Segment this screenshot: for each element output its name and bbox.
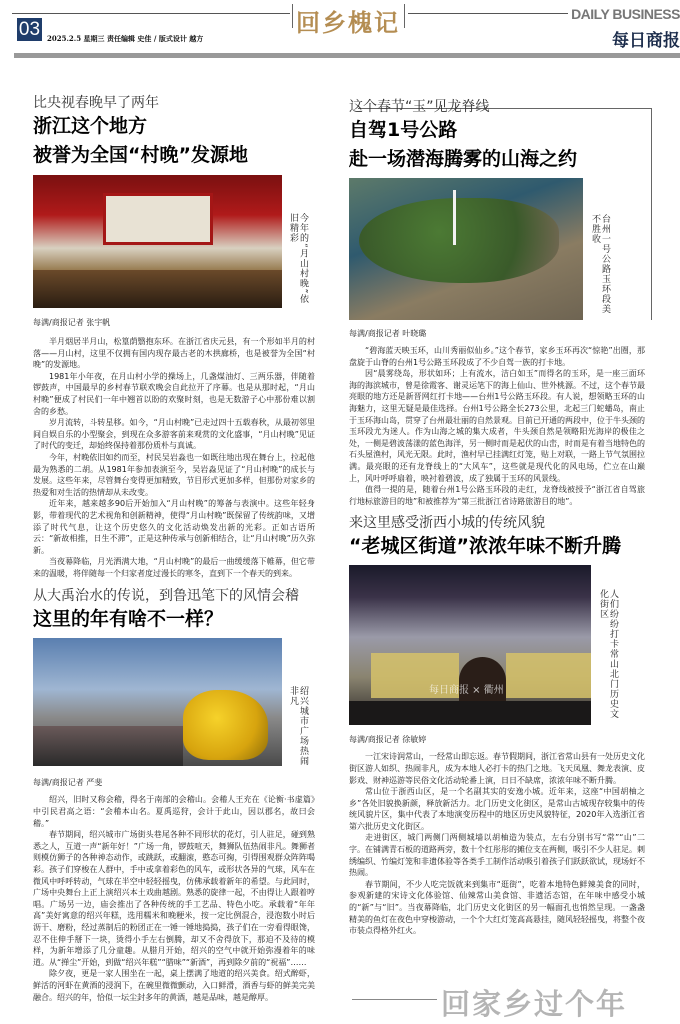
gate-light-right (506, 653, 591, 698)
stage-floor (33, 270, 282, 308)
paragraph: 今年，村晚依旧如约而至，村民吴岩淼也一如既往地出现在舞台上，拉起他最为熟悉的二胡。从1981年参加表演至今，吴岩淼见证了“月山村晚”的成长与发展。这些年来，尽管舞台变得更加精致，节目形式更加多样，但那份对家乡的热爱和对生活的热情却从未改变。 (33, 452, 315, 497)
footer-rule (352, 999, 437, 1000)
article-body (349, 345, 645, 507)
lion-dancer (183, 690, 268, 760)
photo-watermark: 每日商报 × 衢州 (429, 685, 504, 697)
article-body (33, 794, 315, 1003)
paragraph: 1981年小年夜，在月山村小学的操场上，几盏煤油灯、三两乐器，伴随着锣鼓声，中国最早的乡村春节联欢晚会自此拉开了序幕。也是从那时起，“月山村晚”便成了村民们一年中翘首以盼的欢聚时刻，也是无数游子心中那份难以割舍的乡愁。 (33, 371, 315, 416)
headline-line: 这里的年有啥不一样？ (33, 608, 224, 631)
paragraph: 因“晨雾绕岛，形状如环；上有流水，洁白如玉”而得名的玉环，是一座三面环海的海滨城市，曾是徐霞客、谢灵运笔下的海上仙山、世外桃源。不过，这个春节最亮眼的地方还是新晋网红打卡地——台州1号公路玉环段。有人说，想领略玉环的山海魅力，这里无疑是最佳选择。台州1号公路全长273公里，北起三门蛇蟠岛，南止于玉环海山岛，贯穿了台州最壮丽的自然景观。目前已开通的两段中，位于牛头颈的玉环段尤为迷人。作为山海之城的集大成者，牛头颈自然是领略阳光海岸的极佳之处，一侧是碧波荡漾的蓝色海洋，另一侧时而是起伏的山峦，时而是有着当地特色的石头屋渔村，风光无限。此时，渔村早已挂满红灯笼，贴上对联，一路上节气氛围拉满。最亮眼的还有龙脊线上的“大风车”，这些就是现代化的风电场，伫立在山巅上，风叶呼呼扇着，映衬着碧波，成了独属于玉环的风景线。 (349, 369, 645, 483)
left-column (33, 95, 315, 1003)
article-kicker: 比央视春晚早了两年 (33, 95, 159, 111)
photo-row (349, 178, 645, 320)
article-headline (33, 112, 315, 170)
byline: 每满/商报记者 严斐 (33, 778, 103, 788)
headline-line: 浙江这个地方 (33, 115, 148, 137)
photo-village-gala[interactable] (33, 175, 282, 308)
paragraph: 绍兴，旧时又称会稽，得名于南部的会稽山。会稽人王充在《论衡·书虚篇》中引民君高之语：“会稽本山名。夏禹巡狩，会计于此山，因以郡名，故曰会稽。” (33, 795, 315, 828)
article-headline (349, 116, 645, 174)
byline: 每满/商报记者 徐敏婷 (349, 735, 427, 745)
photo-row (33, 638, 315, 766)
byline: 每满/商报记者 张宇帆 (33, 318, 111, 327)
photo-lion-dance[interactable] (33, 638, 282, 766)
paragraph: 走进街区，城门两侧门两侧城墙以胡柚造为装点，左右分别书写“常”“山”二字。在铺满青石板的道路两旁，数十个红彤彤的摊位支在两侧，吸引不少人驻足。刺绣编织、竹编灯笼和非遗体验等各类手工制作活动吸引着孩子们跃跃欲试，现场好不热闹。 (349, 833, 645, 878)
headline-line: 自驾1号公路 (349, 119, 458, 141)
article-body (33, 336, 315, 579)
paragraph: 春节期间，绍兴城市广场街头巷尾各种不同形状的花灯，引人驻足，碰到熟悉之人，互道一声“新年好！”广场一角，锣鼓喧天，舞狮队伍热闹非凡。舞狮者则模仿狮子的各种神态动作，或跳跃，或翻滚，憨态可掬，引得围观群众阵阵喝彩。孩子们穿梭在人群中，手中或拿着彩色的风车，或形状各异的气球，风车在微风中呼呼转动，气球在半空中轻轻摇曳，仿佛承载着新年的希望。与此同时，广场中央舞台上正上演绍兴本土戏曲越剧。熟悉的旋律一起，不由得让人跟着哼唱。广场另一边，庙会推出了各种传统的手工艺品、特色小吃。承载着“年年高”美好寓意的绍兴年糕，选用糯米和晚粳米，按一定比例混合，浸泡数小时后沥干、磨粉，经过蒸制后的粉团正在一锤一锤地捣捣，孩子们在一旁看得眼馋，忍不住伸手掰下一块，烫得小手左右倒腾，却又不舍得放下，那迫不及待的模样，为新年增添了几分童趣。从腊月开始，绍兴的空气中就开始弥漫着年的味道。从“掸尘”开始，到做“绍兴年糕”“腊味”“新酒”，再到除夕前的“祝福”…… (33, 830, 315, 967)
article-headline (349, 532, 645, 561)
stage-backdrop (103, 193, 213, 245)
paragraph: 近年来，越来越多90后开始加入“月山村晚”的筹备与表演中。这些年轻身影，带着现代的艺术视角和创新精神，使得“月山村晚”既保留了传统韵味，又增添了时代气息，让这个历史悠久的文化活动焕发出新的光彩。正如古语所云：“新故相推，日生不滞”，正是这种传承与创新相结合，让“月山村晚”历久弥新。 (33, 499, 315, 555)
headline-line: 被誉为全国“村晚”发源地 (33, 144, 248, 166)
photo-old-city-gate[interactable] (349, 565, 591, 725)
photo-caption: 今年的“月山村晚”依旧精彩 (288, 213, 308, 305)
headline-line: 赴一场潜海腾雾的山海之约 (349, 148, 578, 170)
gate-arch (459, 657, 506, 705)
photo-caption: 人们纷纷打卡常山北门历史文化街区 (598, 589, 618, 720)
headline-line: “老城区街道”浓浓年味不断升腾 (349, 535, 621, 558)
photo-row (33, 175, 315, 308)
article-kicker: 从大禹治水的传说，到鲁迅笔下的风情会稽 (33, 588, 299, 605)
paragraph: 岁月流转，斗转星移。如今，“月山村晚”已走过四十五载春秋，从最初邻里间自娱自乐的小型聚会，到现在众多游客前来观赏的文化盛事，“月山村晚”见证了时代的变迁，却始终保持着那份质朴与真诚。 (33, 418, 315, 451)
dateline: 2025.2.5 星期三 责任编辑 史佳 / 版式设计 越方 (47, 34, 204, 43)
paragraph: “碧海蓝天映玉环，山川秀丽似仙乡。”这个春节，家乡玉环再次“惊艳”出圈，那盘旋于山脊的台州1号公路玉环段成了不少自驾一族的打卡地。 (349, 346, 645, 367)
photo-row (349, 565, 645, 725)
paragraph: 值得一提的是，随着台州1号公路玉环段的走红，龙脊线被授予“浙江省自驾旅行地标旅游目的地”和被推荐为“第三批浙江省诗路旅游目的地”。 (349, 485, 645, 506)
crowd (33, 726, 183, 766)
article-kicker: 这个春节“玉”见龙脊线 (349, 99, 490, 115)
wind-turbine (453, 190, 456, 245)
footer-slogan: 回家乡过个年 (441, 987, 628, 1021)
header-bar (14, 53, 680, 58)
section-logo: 回乡槐记 (296, 9, 400, 37)
paragraph: 常山位于浙西山区，是一个名副其实的安逸小城。近年来，这座“中国胡柚之乡”各处旧貌换新颜，释放新活力。北门历史文化街区，是常山古城现存较集中的传统风貌片区，集中代表了本地演变历程中的地区历史风貌特征，2020年入选浙江省第六批历史文化街区。 (349, 787, 645, 831)
logo-divider-left (292, 4, 293, 28)
paragraph: 除夕夜，更是一家人围坐在一起，桌上摆满了地道的绍兴美食。绍式醉虾，鲜活的河虾在黄酒的浸润下，在碗里微微颤动，入口鲜滑，酒香与虾的鲜美完美融合。绍兴的年，恰似一坛尘封多年的黄酒，越是品味，越是醇厚。 (33, 969, 315, 1002)
paragraph: 春节期间，不少人吃完饭就来到集市“逛街”，吃着本地特色鲜辣美食的同时，参观新建的宋诗文化体验馆、仙辣常山美食馆、非遗活态馆，在年味中感受小城的“新”与“旧”。当夜幕降临，北门历史文化街区的另一幅面孔也悄然呈现。一盏盏精美的鱼灯在夜色中穿梭游动，一个个大红灯笼高高悬挂，随风轻轻摇曳，将整个夜市装点得格外红火。 (349, 879, 645, 936)
paragraph: 一江宋诗润常山，一经常山即忘返。春节假期间，浙江省常山县有一处历史文化街区游人如织、热闹非凡，成为本地人必打卡的热门之地。飞天凤凰、舞龙表演、皮影戏、财神巡游等民俗文化活动轮番上演，日日不缺席，浓浓年味不断升腾。 (349, 752, 645, 785)
page-number: 03 (18, 19, 41, 40)
byline: 每满/商报记者 叶晓璐 (349, 329, 427, 338)
paragraph: 当夜幕降临，月光洒满大地，“月山村晚”的最后一曲缓缓落下帷幕，但它带来的温暖，将伴随每一个归家者度过漫长的寒冬，直到下一个春天的到来。 (33, 557, 315, 578)
brand-en: DAILY BUSINESS (571, 6, 680, 22)
header-rule-left (12, 13, 290, 14)
crowd (349, 701, 591, 725)
green-headland (359, 198, 559, 283)
article-kicker: 来这里感受浙西小城的传统风貌 (349, 515, 545, 532)
logo-divider-right (404, 4, 405, 28)
brand-cn: 每日商报 (612, 31, 680, 51)
right-column (349, 99, 645, 937)
photo-coastal-road[interactable] (349, 178, 583, 320)
article-headline (33, 605, 315, 634)
photo-caption: 绍兴城市广场热闹非凡 (288, 686, 308, 767)
header-rule-right (408, 13, 568, 14)
article-body (349, 751, 645, 937)
paragraph: 半月烟居半月山，松篁荫翳抱东环。在浙江省庆元县，有一个形如半月的村落——月山村，这里不仅拥有国内现存最古老的木拱廊桥，也是被誉为全国“村晚”的发源地。 (33, 337, 315, 370)
photo-caption: 台州一号公路玉环段美不胜收 (590, 214, 610, 314)
